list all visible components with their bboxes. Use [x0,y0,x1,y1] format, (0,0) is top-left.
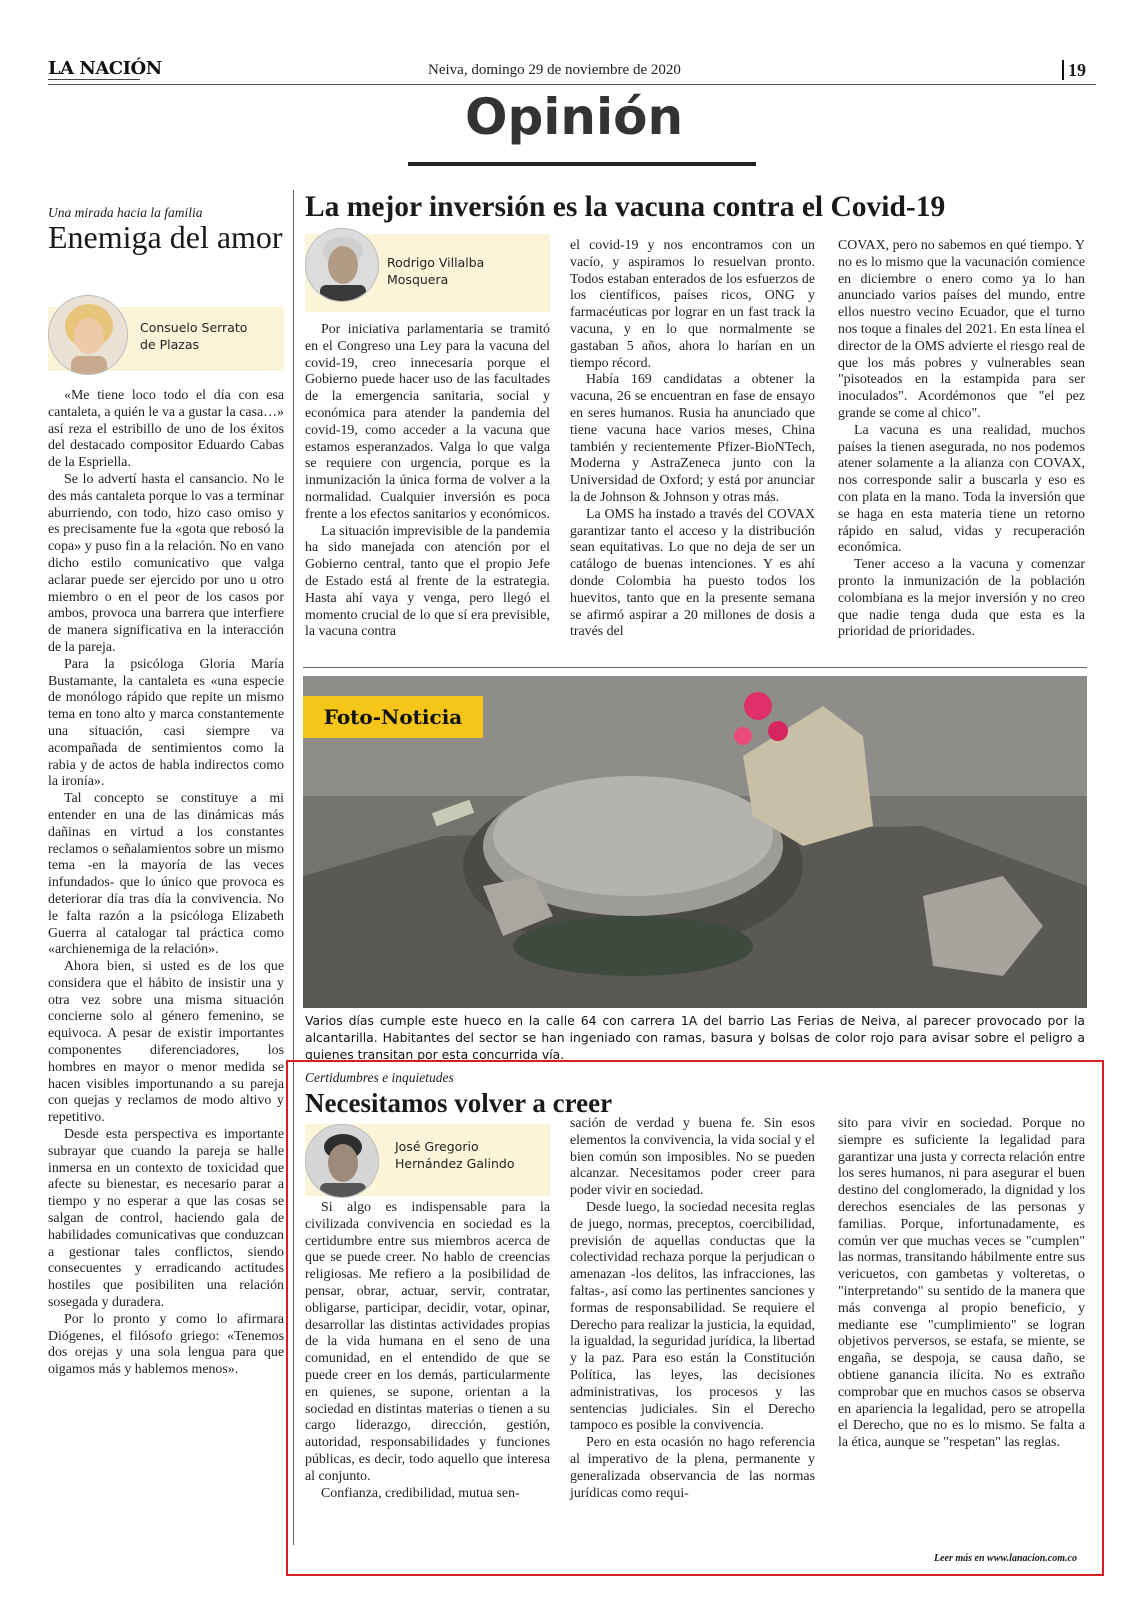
paragraph: COVAX, pero no sabemos en qué tiempo. Y no es lo mismo que la vacunación comience en diciembre o enero como ya lo han anunciado varios países del mundo, entre ellos nuestro vecino Ecuador, que el turno nos toque a finales del 2021. En esta línea el director de la OMS advierte el riesgo real de que los más pobres y vulnerables sean "pisoteados en la estampida para ser inoculados". Acordémonos que "el pez grande se come al chico". [838,238,1085,421]
main-article-column-2 [570,238,815,641]
paragraph: Tal concepto se constituye a mi entender en una de las dinámicas más dañinas en virtud a los constantes reclamos o señalamientos sobre un mismo tema -en la mayoría de las veces infundados- que lo único que provoca es deteriorar día tras día la convivencia. No le falta razón a la psicóloga Elizabeth Guerra al catalogar tal práctica como «archienemiga de la relación». [48,791,284,958]
main-author-name-line2: Mosquera [387,272,449,287]
box-author-name-line2: Hernández Galindo [395,1156,515,1171]
paragraph: Por lo pronto y como lo afirmara Diógenes, el filósofo griego: «Tenemos dos orejas y una sola lengua para que oigamos más y hablemos menos». [48,1311,284,1378]
paragraph: Se lo advertí hasta el cansancio. No le des más cantaleta porque lo vas a terminar aburriendo, con todo, hizo caso omiso y es precisamente fue la «gota que rebosó la copa» y puso fin a la relación. No en vano dicho estilo comunicativo que valga aclarar puede ser ejercido por uno u otro miembro o en el peor de los casos por ambos, provoca una barrera que interfiere de manera significativa en la interacción de la pareja. [48,471,284,655]
main-author-name-line1: Rodrigo Villalba [387,255,485,270]
read-more-link[interactable]: Leer más en www.lanacion.com.co [934,1553,1077,1564]
paragraph: Tener acceso a la vacuna y comenzar pronto la inmunización de la población colombiana es la mejor inversión y no creo que nadie tenga duda que esta es la prioridad de prioridades. [838,557,1085,640]
paragraph: La vacuna es una realidad, muchos países la tienen asegurada, no nos podemos atener solamente a la alianza con COVAX, nos corresponde salir a buscarla y eso es con plata en la mano. Toda la inversión que se haga en esta materia tiene un retorno rápido en salud, vidas y recuperación económica. [838,422,1085,556]
paragraph: sación de verdad y buena fe. Sin esos elementos la convivencia, la vida social y el bien común son imposibles. No se pueden alcanzar. Necesitamos poder creer para poder vivir en sociedad. [570,1116,815,1199]
left-author-box [48,307,284,371]
left-article-body [48,388,284,1379]
main-author-avatar [305,228,379,302]
left-article-headline: Enemiga del amor [48,219,283,255]
box-article-column-2 [570,1116,815,1502]
left-author-avatar [48,295,128,375]
box-author-avatar [305,1124,379,1198]
box-author-box [305,1124,550,1196]
paragraph: el covid-19 y nos encontramos con un vacío, y aspiramos lo resuelvan pronto. Todos estaban enterados de los esfuerzos de los científicos, países ricos, ONG y farmacéuticas por lograr en un fast track la vacuna, y en lo que normalmente se gastaban 5 años, ahora lo harían en un tiempo récord. [570,238,815,371]
paragraph: Pero en esta ocasión no hago referencia al imperativo de la plena, permanente y generalizada observancia de las normas jurídicas como requi- [570,1435,815,1501]
paragraph: La OMS ha instado a través del COVAX garantizar tanto el acceso y la distribución sean equitativas. Lo que no deja de ser un catálogo de buenas intenciones. Y es ahí donde Colombia ha puesto todos los huevitos, tanto que en la presente semana se afirmó aspirar a 20 millones de dosis a través del [570,506,815,640]
box-author-name-line1: José Gregorio [395,1139,479,1154]
edition-date: Neiva, domingo 29 de noviembre de 2020 [428,62,681,78]
paragraph: La situación imprevisible de la pandemia ha sido manejada con atención por el Gobierno central, tanto que el propio Jefe de Estado está al frente de la estrategia. Hasta ahí vaya y venga, pero llegó el momento crucial de lo que sí era previsible, la vacuna contra [305,523,550,640]
photo-news-badge: Foto-Noticia [303,696,483,738]
box-article-column-1 [305,1200,550,1502]
paragraph: Había 169 candidatas a obtener la vacuna, 26 se encuentran en fase de ensayo en seres humanos. Rusia ha anunciado que tiene vacuna hace varios meses, China también y recientemente Pfizer-BioNTech, Moderna y AstraZeneca junto con la Universidad de Oxford; y está por anunciar la de Johnson & Johnson y otras más. [570,372,815,505]
left-author-name-line1: Consuelo Serrato [140,320,248,335]
main-article-headline: La mejor inversión es la vacuna contra el Covid-19 [305,191,946,223]
paragraph: Por iniciativa parlamentaria se tramitó en el Congreso una Ley para la vacuna del covid-19, creo innecesaria porque el Gobierno puede hacer uso de las facultades de la emergencia sanitaria, social y económica para atender la pandemia del covid-19, como acceder a la vacuna que estamos esperanzados. Valga lo que valga se requiere con urgencia, porque es la inmunización la única forma de volver a la normalidad. Cualquier inversión es poca frente a los efectos sanitarios y económicos. [305,322,550,522]
left-article-kicker: Una mirada hacia la familia [48,205,203,220]
main-article-column-1 [305,322,550,641]
paragraph: Ahora bien, si usted es de los que considera que el hábito de insistir una y otra vez sobre una misma situación concierne solo al género femenino, se equivoca. A pesar de existir importantes componentes diferenciadores, los hombres en mayor o menor medida se hacen visibles importunando a su pareja con quejas y reclamos de modo altivo y repetitivo. [48,959,284,1126]
box-article-column-3 [838,1116,1085,1452]
box-article-headline: Necesitamos volver a creer [305,1088,613,1118]
main-author-box [305,234,550,312]
paragraph: Desde luego, la sociedad necesita reglas de juego, normas, preceptos, coercibilidad, previsión de aquellas conductas que la colectividad rechaza porque la perjudican o amenazan -los delitos, las infracciones, las faltas-, así como las pertinentes sanciones y formas de responsabilidad. Se requiere el Derecho para realizar la justicia, la equidad, la igualdad, la seguridad jurídica, la libertad y la paz. Para eso están la Constitución Política, las leyes, las decisiones administrativas, los procesos y las sentencias judiciales. Sin el Derecho tampoco es posible la convivencia. [570,1199,815,1434]
paragraph: Si algo es indispensable para la civilizada convivencia en sociedad es la certidumbre entre sus miembros acerca de que se puede creer. No hablo de creencias religiosas. Me refiero a la posibilidad de pensar, obrar, actuar, servir, contratar, obligarse, participar, decidir, votar, opinar, desarrollar las distintas actividades propias de la vida humana en el seno de una comunidad, en el entendido de que se puede creer en los demás, particularmente en quienes, se supone, orientan a la sociedad en distintas materias o tienen a su cargo liderazgo, dirección, gestión, autoridad, responsabilidades y funciones públicas, es decir, todo aquello que interesa al conjunto. [305,1200,550,1484]
paragraph: Desde esta perspectiva es importante subrayar que cuando la pareja se halle inmersa en un contexto de toxicidad que afecte su bienestar, es necesario parar a tiempo y no esperar a que las cosas se salgan de control, haciendo gala de habilidades comunicativas que conduzcan a gestionar tales conflictos, siendo consecuentes y erradicando actitudes hostiles que posibiliten una relación sosegada y duradera. [48,1127,284,1311]
main-article-column-3 [838,238,1085,641]
logo-underline [48,79,140,80]
page-number: 19 [1062,60,1086,80]
paragraph: «Me tiene loco todo el día con esa cantaleta, a quién le va a gustar la casa…» así reza el estribillo de uno de los éxitos del destacado compositor Eduardo Cabas de la Espriella. [48,388,284,471]
newspaper-logo: LA NACIÓN [48,58,162,79]
section-title: Opinión [464,88,684,146]
masthead-rule [48,84,1096,85]
paragraph: Confianza, credibilidad, mutua sen- [321,1485,520,1501]
article-divider [303,667,1087,668]
paragraph: Para la psicóloga Gloria María Bustamante, la cantaleta es «una especie de monólogo rápido que repite un mismo tema en tono alto y marca constantemente una situación, casi siempre va acompañada de sentimientos como la rabia y de actos de habla indirectos como la ironía». [48,656,284,790]
box-article-kicker: Certidumbres e inquietudes [305,1070,454,1085]
section-underline [408,162,756,166]
paragraph: sito para vivir en sociedad. Porque no siempre es suficiente la legalidad para garantizar una justa y correcta relación entre los seres humanos, ni para asegurar el buen destino del conglomerado, la dignidad y los derechos esenciales de las personas y familias. Porque, infortunadamente, es común ver que muchas veces se "cumplen" las normas, transitando hábilmente entre sus vericuetos, con gambetas y volteretas, o "interpretando" su sentido de la manera que más convenga al propio beneficio, y mediante ese "cumplimiento" se logran objetivos perversos, se estafa, se miente, se engaña, se despoja, se causa daño, se obtiene ganancia ilícita. No es extraño comprobar que en muchos casos se observa en apariencia la legalidad, pero se atropella el Derecho, que no es lo mismo. Se falta a la ética, aunque se "respetan" las reglas. [838,1116,1085,1451]
left-author-name-line2: de Plazas [140,337,200,352]
photo-caption: Varios días cumple este hueco en la calle 64 con carrera 1A del barrio Las Ferias de Neiva, al parecer provocado por la alcantarilla. Habitantes del sector se han ingeniado con ramas, basura y bolsas de color rojo para avisar sobre el peligro a quienes transitan por esta concurrida vía. [305,1013,1085,1062]
